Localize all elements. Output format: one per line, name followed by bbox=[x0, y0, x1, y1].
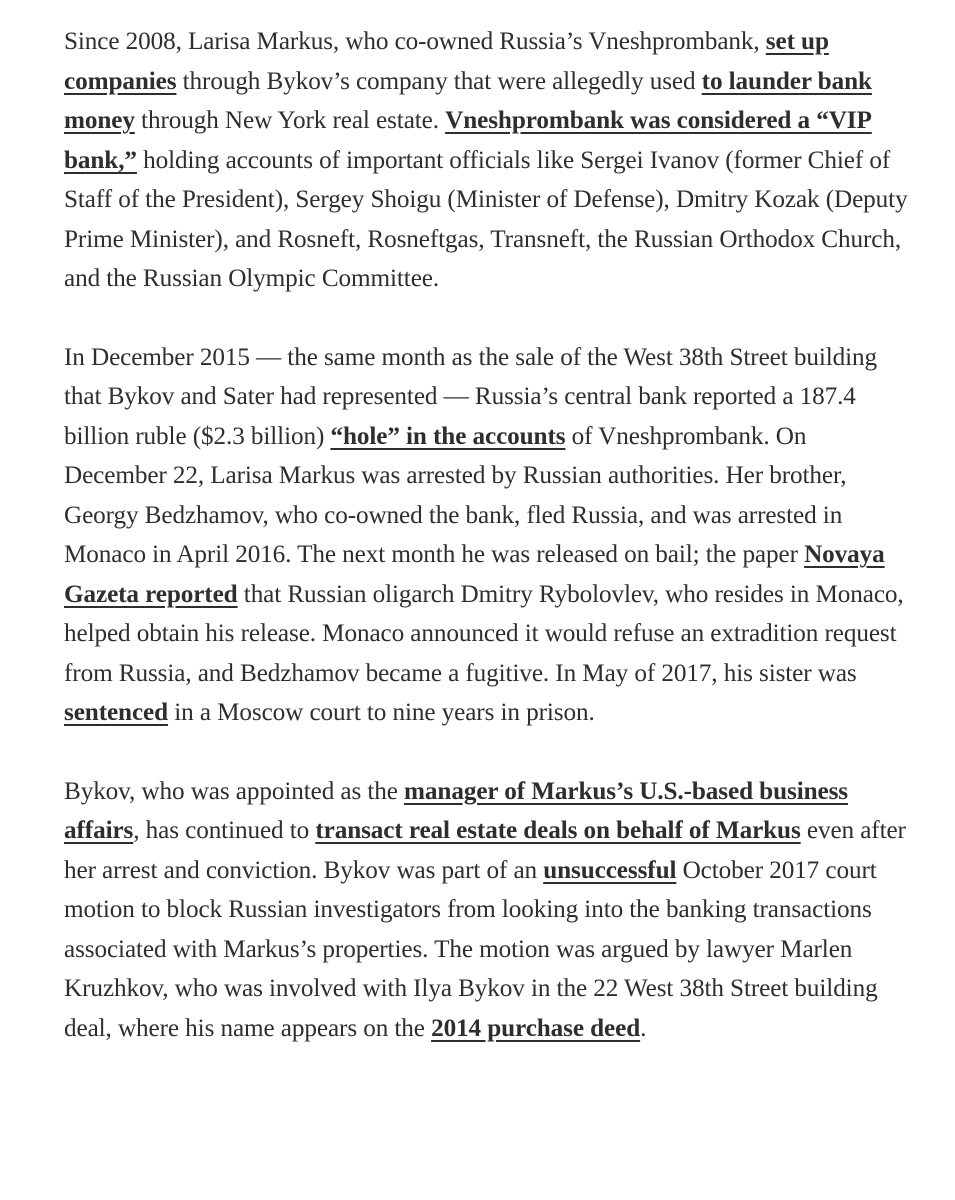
link-sentenced[interactable]: sentenced bbox=[64, 699, 169, 726]
text-run: through Bykov’s company that were allegedly used bbox=[176, 67, 702, 95]
paragraph-3 bbox=[64, 772, 915, 1049]
link-manager-of-business-affairs[interactable]: manager of Markus’s U.S.-based business affairs bbox=[64, 777, 848, 844]
link-hole-in-the-accounts[interactable]: “hole” in the accounts bbox=[330, 422, 566, 450]
text-run: Bykov, who was appointed as the bbox=[64, 777, 405, 805]
text-run: that Russian oligarch Dmitry Rybolovlev, who resides in Monaco, helped obtain his release. Monaco announced it would refuse an extradition request from Russia, and Bedzhamov became a fugitive. In May of 2017, his sister was bbox=[64, 580, 904, 687]
text-run: holding accounts of important officials like Sergei Ivanov (former Chief of Staff of the President), Sergey Shoigu (Minister of Defense), Dmitry Kozak (Deputy Prime Minister), and Rosneft, Rosneftgas, Transneft, the Russian Orthodox Church, and the Russian Olympic Committee. bbox=[64, 146, 908, 292]
paragraph-1 bbox=[64, 22, 915, 299]
link-2014-purchase-deed[interactable]: 2014 purchase deed bbox=[431, 1014, 641, 1042]
link-to-launder-bank-money[interactable]: to launder bank money bbox=[64, 67, 872, 134]
link-novaya-gazeta-reported[interactable]: Novaya Gazeta reported bbox=[64, 541, 885, 608]
link-transact-real-estate-deals[interactable]: transact real estate deals on behalf of Markus bbox=[315, 817, 801, 844]
link-set-up-companies[interactable]: set up companies bbox=[64, 28, 829, 95]
text-run: , has continued to bbox=[133, 817, 316, 844]
text-run: even after her arrest and conviction. Bykov was part of an bbox=[64, 817, 906, 884]
text-run: through New York real estate. bbox=[134, 107, 446, 134]
text-run: . bbox=[640, 1014, 647, 1042]
text-run: October 2017 court motion to block Russian investigators from looking into the banking transactions associated with Markus’s properties. The motion was argued by lawyer Marlen Kruzhkov, who was involved with Ilya Bykov in the 22 West 38th Street building deal, where his name appears on the bbox=[64, 856, 878, 1042]
paragraph-2 bbox=[64, 338, 915, 733]
link-vip-bank[interactable]: Vneshprombank was considered a “VIP bank,” bbox=[64, 107, 872, 174]
text-run: In December 2015 — the same month as the sale of the West 38th Street building that Bykov and Sater had represented — Russia’s central bank reported a 187.4 billion ruble ($2.3 billion) bbox=[64, 343, 878, 450]
text-run: Since 2008, Larisa Markus, who co-owned Russia’s Vneshprombank, bbox=[64, 28, 766, 55]
link-unsuccessful[interactable]: unsuccessful bbox=[543, 856, 677, 884]
text-run: of Vneshprombank. On December 22, Larisa Markus was arrested by Russian authorities. Her brother, Georgy Bedzhamov, who co-owned the bank, fled Russia, and was arrested in Monaco in April 2016. The next month he was released on bail; the paper bbox=[64, 422, 847, 568]
text-run: in a Moscow court to nine years in prison. bbox=[168, 699, 595, 726]
